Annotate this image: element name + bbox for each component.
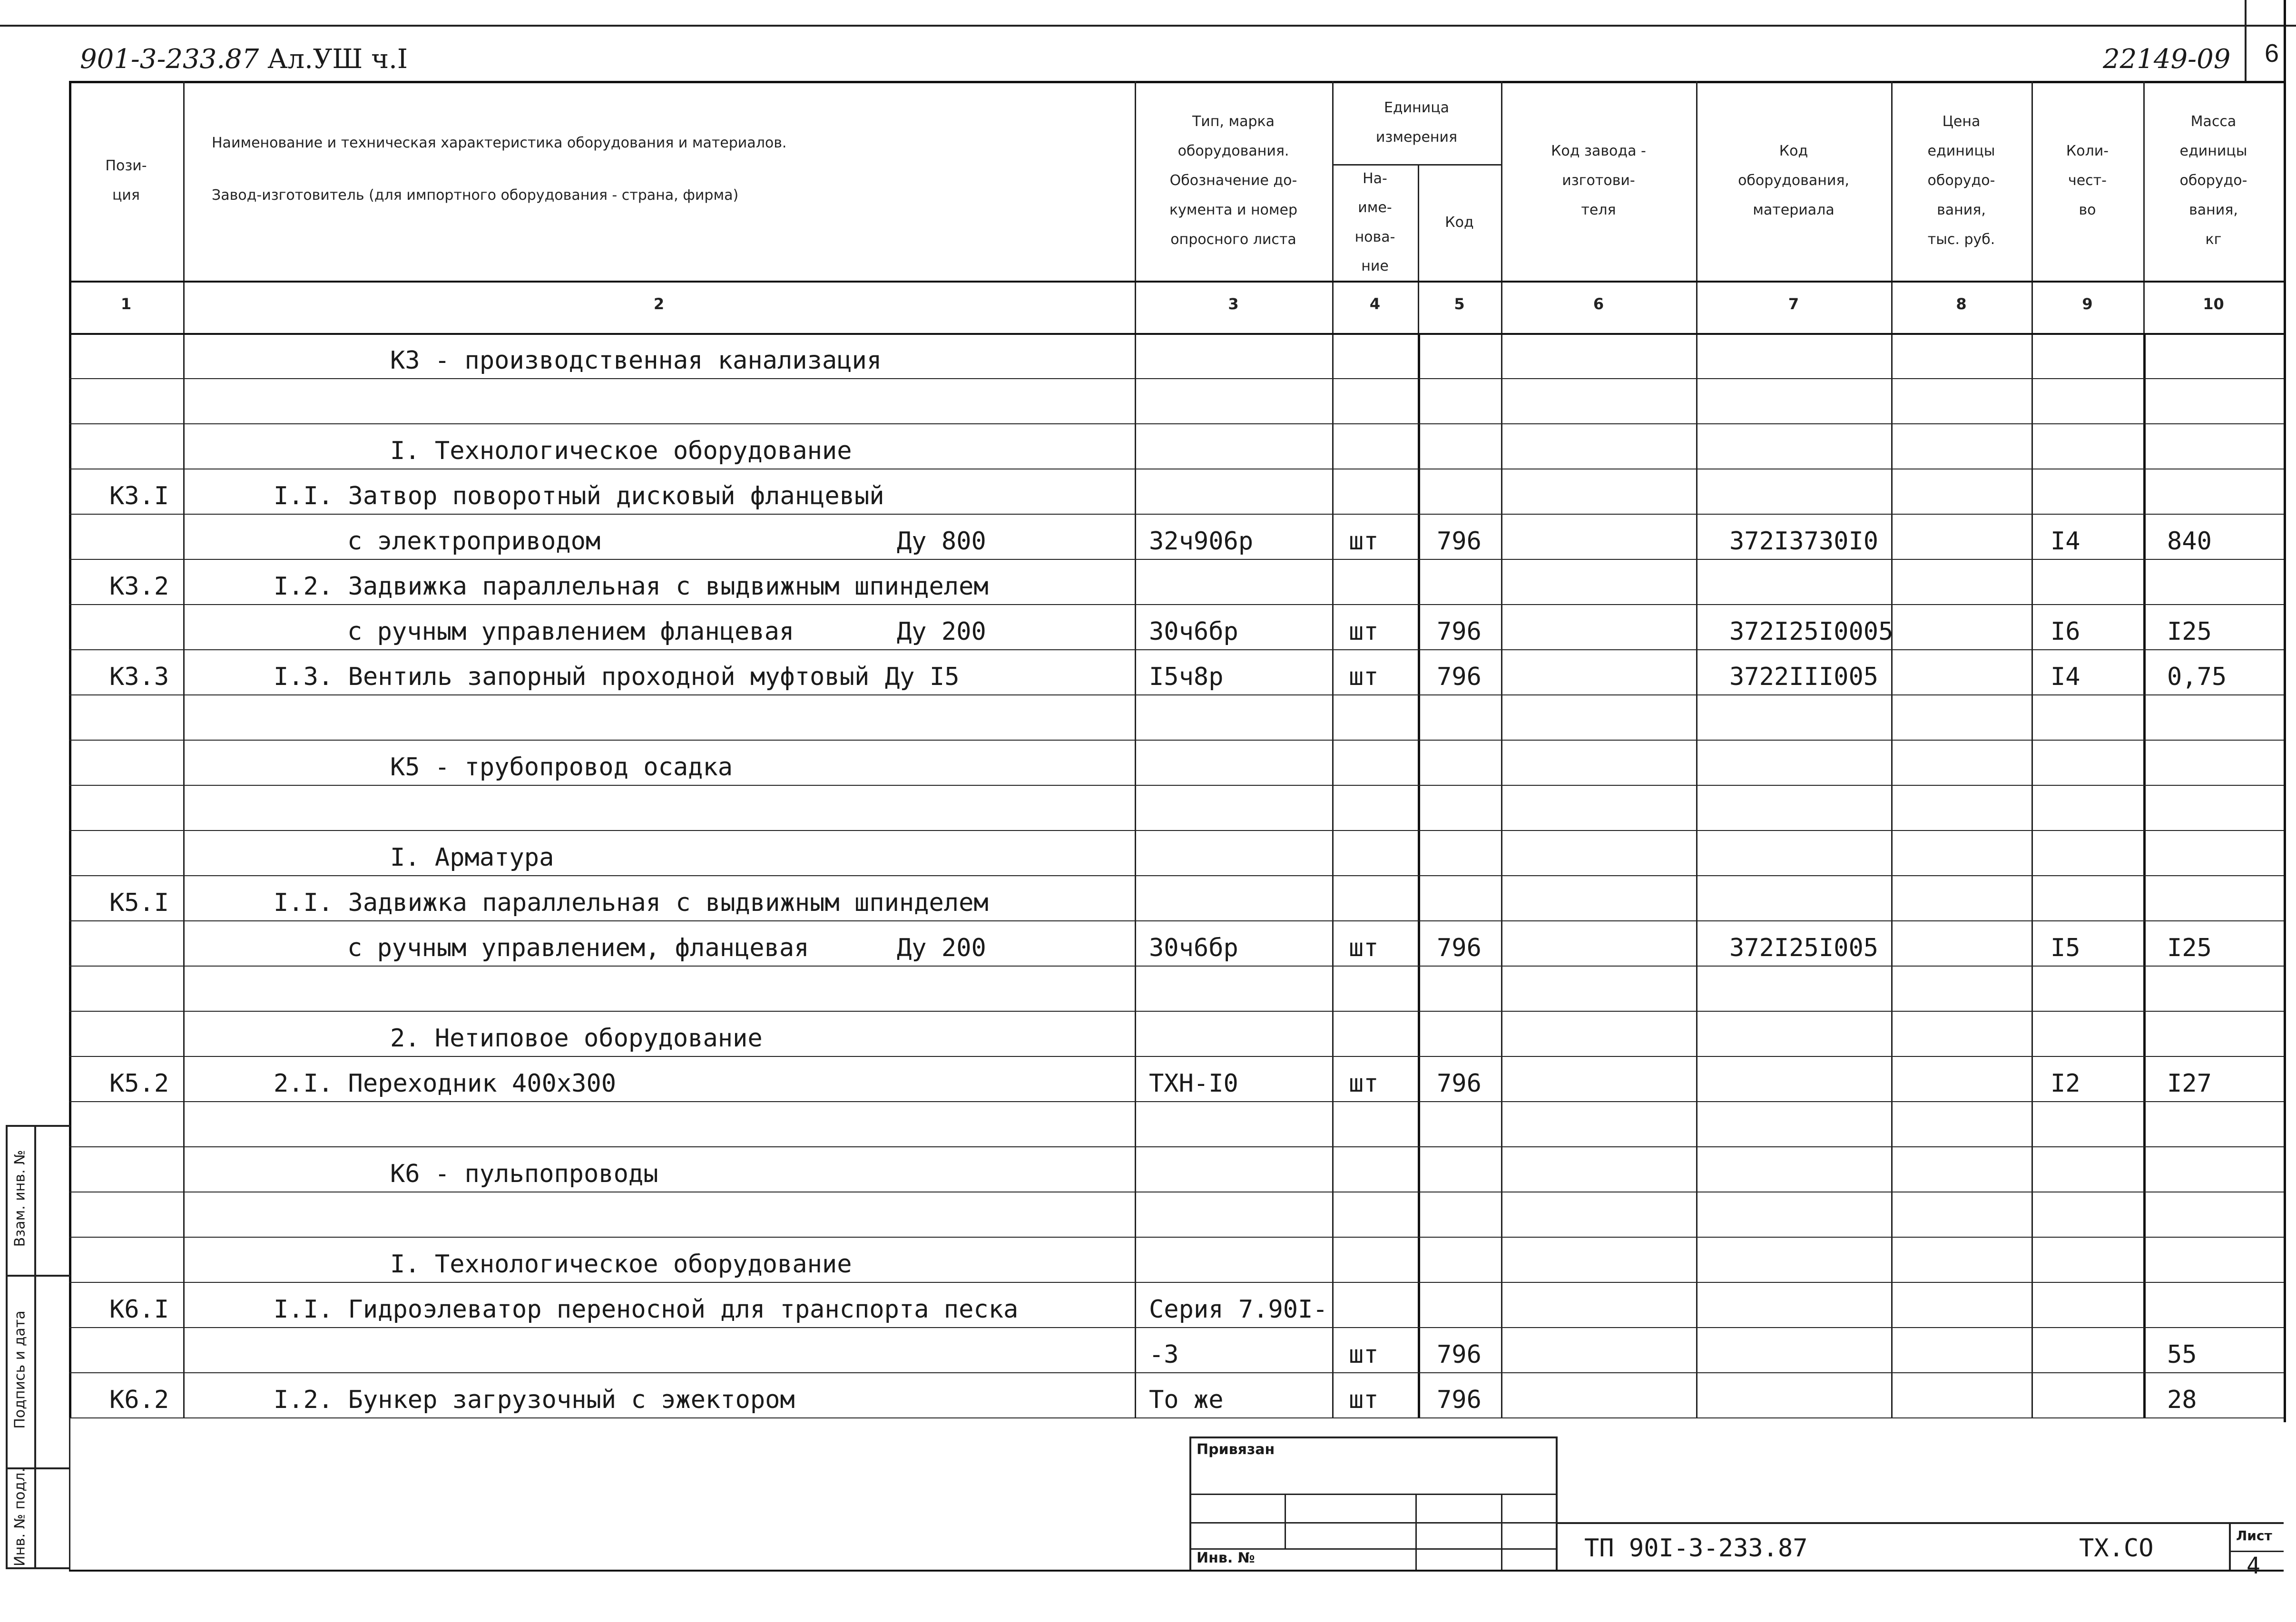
header-name-line-1: Завод-изготовитель (для импортного оборудования - страна, фирма) (212, 187, 739, 204)
unit-code-cell: 796 (1437, 663, 1482, 691)
unit-name-cell: шт (1349, 1340, 1379, 1369)
archive-number: 22149-09 (2103, 44, 2231, 75)
row-line-15 (69, 1011, 2284, 1012)
mass-cell: 0,75 (2167, 663, 2227, 691)
header-mass-line-0: Масса (2190, 113, 2237, 130)
row-line-24 (69, 1417, 2284, 1418)
header-quantity-line-2: во (2079, 202, 2096, 218)
header-quantity-line-0: Коли- (2066, 143, 2109, 159)
column-number-6: 6 (1593, 295, 1604, 313)
position-cell: К5.I (109, 889, 169, 917)
side-label-0: Взам. инв. № (11, 1150, 29, 1247)
position-cell: К5.2 (109, 1069, 169, 1098)
row-line-17 (69, 1101, 2284, 1102)
bind-box-right (1556, 1436, 1558, 1570)
side-stamp-mid (34, 1125, 36, 1567)
header-position-line-0: Пози- (105, 157, 147, 174)
column-number-1: 1 (120, 295, 132, 313)
title-bottom-border (69, 1570, 2284, 1572)
bind-box-col-2 (1415, 1494, 1417, 1570)
item-name: с ручным управлением фланцевая (347, 617, 795, 646)
material-code-cell: 3722III005 (1729, 663, 1879, 691)
row-line-21 (69, 1282, 2284, 1283)
unit-name-cell: шт (1349, 934, 1379, 962)
nominal-diameter: Ду 200 (897, 617, 986, 646)
column-number-5: 5 (1454, 295, 1465, 313)
header-type-line-4: опросного листа (1170, 231, 1296, 248)
column-number-8: 8 (1956, 295, 1967, 313)
item-name: I. Арматура (390, 843, 554, 872)
item-name: I.3. Вентиль запорный проходной муфтовый (274, 663, 870, 691)
header-mass-line-4: кг (2205, 231, 2222, 248)
type-mark-cell: I5ч8р (1149, 663, 1224, 691)
bind-box-col-3 (1501, 1494, 1502, 1570)
type-mark-cell: Серия 7.90I- (1149, 1295, 1328, 1324)
header-unit-line-1: измерения (1375, 128, 1458, 146)
item-name: I.2. Бункер загрузочный с эжектором (274, 1386, 795, 1414)
row-line-20 (69, 1237, 2284, 1238)
page-corner-number: 6 (2265, 39, 2279, 68)
column-number-2: 2 (653, 295, 665, 313)
type-mark-cell: ТХН-I0 (1149, 1069, 1238, 1098)
type-mark-cell: То же (1149, 1386, 1224, 1414)
type-mark-cell: 32ч906р (1149, 527, 1254, 556)
document-mark: ТХ.СО (2079, 1534, 2154, 1563)
inventory-label: Инв. № (1197, 1550, 1255, 1566)
header-mass-line-1: единицы (2179, 143, 2247, 159)
quantity-cell: I6 (2051, 617, 2080, 646)
header-material-code-line-2: материала (1753, 202, 1835, 218)
quantity-cell: I5 (2051, 934, 2080, 962)
column-number-10: 10 (2203, 295, 2224, 313)
item-name: К5 - трубопровод осадка (390, 753, 733, 782)
row-line-5 (69, 559, 2284, 560)
row-line-22 (69, 1327, 2284, 1328)
sheet-label: Лист (2236, 1528, 2272, 1544)
project-code: ТП 90I-3-233.87 (1584, 1534, 1808, 1563)
header-unit-line-0: Единица (1383, 99, 1450, 116)
position-cell: К6.I (109, 1295, 169, 1324)
quantity-cell: I2 (2051, 1069, 2080, 1098)
nominal-diameter: Ду 200 (897, 934, 986, 962)
mass-cell: 28 (2167, 1386, 2197, 1414)
unit-code-cell: 796 (1437, 1340, 1482, 1369)
header-bottom-line (69, 281, 2284, 283)
item-name: 2.I. Переходник 400х300 (274, 1069, 617, 1098)
item-name: с ручным управлением, фланцевая (347, 934, 809, 962)
header-type-line-2: Обозначение до- (1169, 172, 1297, 189)
position-cell: К3.3 (109, 663, 169, 691)
unit-code-cell: 796 (1437, 1386, 1482, 1414)
position-cell: К6.2 (109, 1386, 169, 1414)
type-mark-cell: 30ч6бр (1149, 934, 1238, 962)
material-code-cell: 372I25I005 (1729, 934, 1879, 962)
header-unit-name-line-2: нова- (1354, 228, 1395, 245)
unit-name-cell: шт (1349, 527, 1379, 556)
mass-cell: 840 (2167, 527, 2212, 556)
nominal-diameter: Ду 800 (897, 527, 986, 556)
bound-label: Привязан (1197, 1441, 1275, 1458)
page-top-rule (0, 25, 2296, 27)
quantity-cell: I4 (2051, 663, 2080, 691)
header-price-line-1: единицы (1927, 143, 1995, 159)
row-line-8 (69, 694, 2284, 695)
bind-box-top (1189, 1436, 1556, 1438)
header-unit-name-line-0: На- (1363, 170, 1387, 187)
side-stamp-rule-0 (6, 1125, 70, 1127)
header-quantity-line-1: чест- (2068, 172, 2107, 189)
column-number-7: 7 (1788, 295, 1799, 313)
header-unit-name-line-3: ние (1361, 257, 1389, 274)
side-label-2: Инв. № подл. (11, 1468, 29, 1566)
row-line-11 (69, 830, 2284, 831)
header-mass-line-3: вания, (2189, 202, 2238, 218)
column-number-3: 3 (1228, 295, 1239, 313)
item-name: I.2. Задвижка параллельная с выдвижным шпинделем (274, 572, 989, 601)
mass-cell: 55 (2167, 1340, 2197, 1369)
header-unit-code-line-0: Код (1445, 214, 1474, 231)
header-factory-code-line-0: Код завода - (1551, 143, 1646, 159)
header-material-code-line-1: оборудования, (1738, 172, 1849, 189)
row-line-1 (69, 378, 2284, 379)
header-factory-code-line-1: изготови- (1562, 172, 1635, 189)
header-price-line-2: оборудо- (1927, 172, 1995, 189)
header-price-line-4: тыс. руб. (1927, 231, 1995, 248)
item-name: I. Технологическое оборудование (390, 437, 852, 465)
unit-code-cell: 796 (1437, 934, 1482, 962)
table-top-border (69, 81, 2284, 83)
table-right-border (2284, 0, 2286, 1422)
material-code-cell: 372I25I0005 (1729, 617, 1894, 646)
unit-code-cell: 796 (1437, 527, 1482, 556)
header-mass-line-2: оборудо- (2179, 172, 2247, 189)
item-name: К6 - пульпопроводы (390, 1160, 658, 1188)
header-type-line-0: Тип, марка (1192, 113, 1275, 130)
material-code-cell: 372I3730I0 (1729, 527, 1879, 556)
row-line-16 (69, 1056, 2284, 1057)
mass-cell: I27 (2167, 1069, 2212, 1098)
header-type-line-3: кумента и номер (1169, 202, 1298, 218)
row-line-7 (69, 649, 2284, 650)
side-stamp-right (69, 1417, 70, 1570)
row-line-2 (69, 423, 2284, 424)
doc-code-top: 901-3-233.87 (80, 44, 259, 75)
unit-code-cell: 796 (1437, 1069, 1482, 1098)
row-line-6 (69, 604, 2284, 605)
header-name-line-0: Наименование и техническая характеристика оборудования и материалов. (212, 135, 787, 151)
header-price-line-3: вания, (1937, 202, 1986, 218)
sheet-box-left (2229, 1522, 2231, 1570)
row-line-4 (69, 514, 2284, 515)
item-name: I. Технологическое оборудование (390, 1250, 852, 1279)
row-line-14 (69, 966, 2284, 967)
row-line-13 (69, 920, 2284, 921)
nominal-diameter: Ду I5 (885, 663, 960, 691)
item-name: I.I. Затвор поворотный дисковый фланцевый (274, 482, 884, 510)
row-line-12 (69, 875, 2284, 876)
sheet-number: 4 (2247, 1553, 2260, 1579)
corner-box-left (2245, 0, 2247, 81)
item-name: I.I. Задвижка параллельная с выдвижным шпинделем (274, 889, 989, 917)
unit-name-cell: шт (1349, 663, 1379, 691)
row-line-10 (69, 785, 2284, 786)
numbers-bottom-line (69, 333, 2284, 335)
header-price-line-0: Цена (1942, 113, 1981, 130)
row-line-23 (69, 1372, 2284, 1373)
mass-cell: I25 (2167, 617, 2212, 646)
row-line-9 (69, 740, 2284, 741)
item-name: с электроприводом (347, 527, 601, 556)
side-stamp-left (6, 1125, 8, 1567)
side-label-1: Подпись и дата (11, 1310, 29, 1429)
column-number-4: 4 (1369, 295, 1381, 313)
header-factory-code-line-2: теля (1581, 202, 1616, 218)
bind-box-left (1189, 1436, 1191, 1570)
item-name: I.I. Гидроэлеватор переносной для транспорта песка (274, 1295, 1019, 1324)
column-number-9: 9 (2082, 295, 2093, 313)
item-name: 2. Нетиповое оборудование (390, 1024, 763, 1053)
bind-box-col-1 (1285, 1494, 1286, 1548)
header-material-code-line-0: Код (1779, 143, 1808, 159)
unit-name-cell: шт (1349, 1069, 1379, 1098)
unit-name-cell: шт (1349, 617, 1379, 646)
type-mark-cell: -3 (1149, 1340, 1179, 1369)
title-main-top (1556, 1522, 2284, 1524)
position-cell: К3.2 (109, 572, 169, 601)
item-name: К3 - производственная канализация (390, 346, 882, 375)
row-line-18 (69, 1146, 2284, 1147)
side-stamp-rule-1 (6, 1275, 70, 1277)
header-type-line-1: оборудования. (1177, 143, 1289, 159)
header-unit-name-line-1: име- (1358, 199, 1392, 216)
quantity-cell: I4 (2051, 527, 2080, 556)
album-ref: Ал.УШ ч.I (267, 44, 408, 75)
mass-cell: I25 (2167, 934, 2212, 962)
unit-name-cell: шт (1349, 1386, 1379, 1414)
doc-code-top-left (80, 45, 408, 74)
unit-code-cell: 796 (1437, 617, 1482, 646)
type-mark-cell: 30ч6бр (1149, 617, 1238, 646)
position-cell: К3.I (109, 482, 169, 510)
header-position-line-1: ция (112, 187, 140, 204)
